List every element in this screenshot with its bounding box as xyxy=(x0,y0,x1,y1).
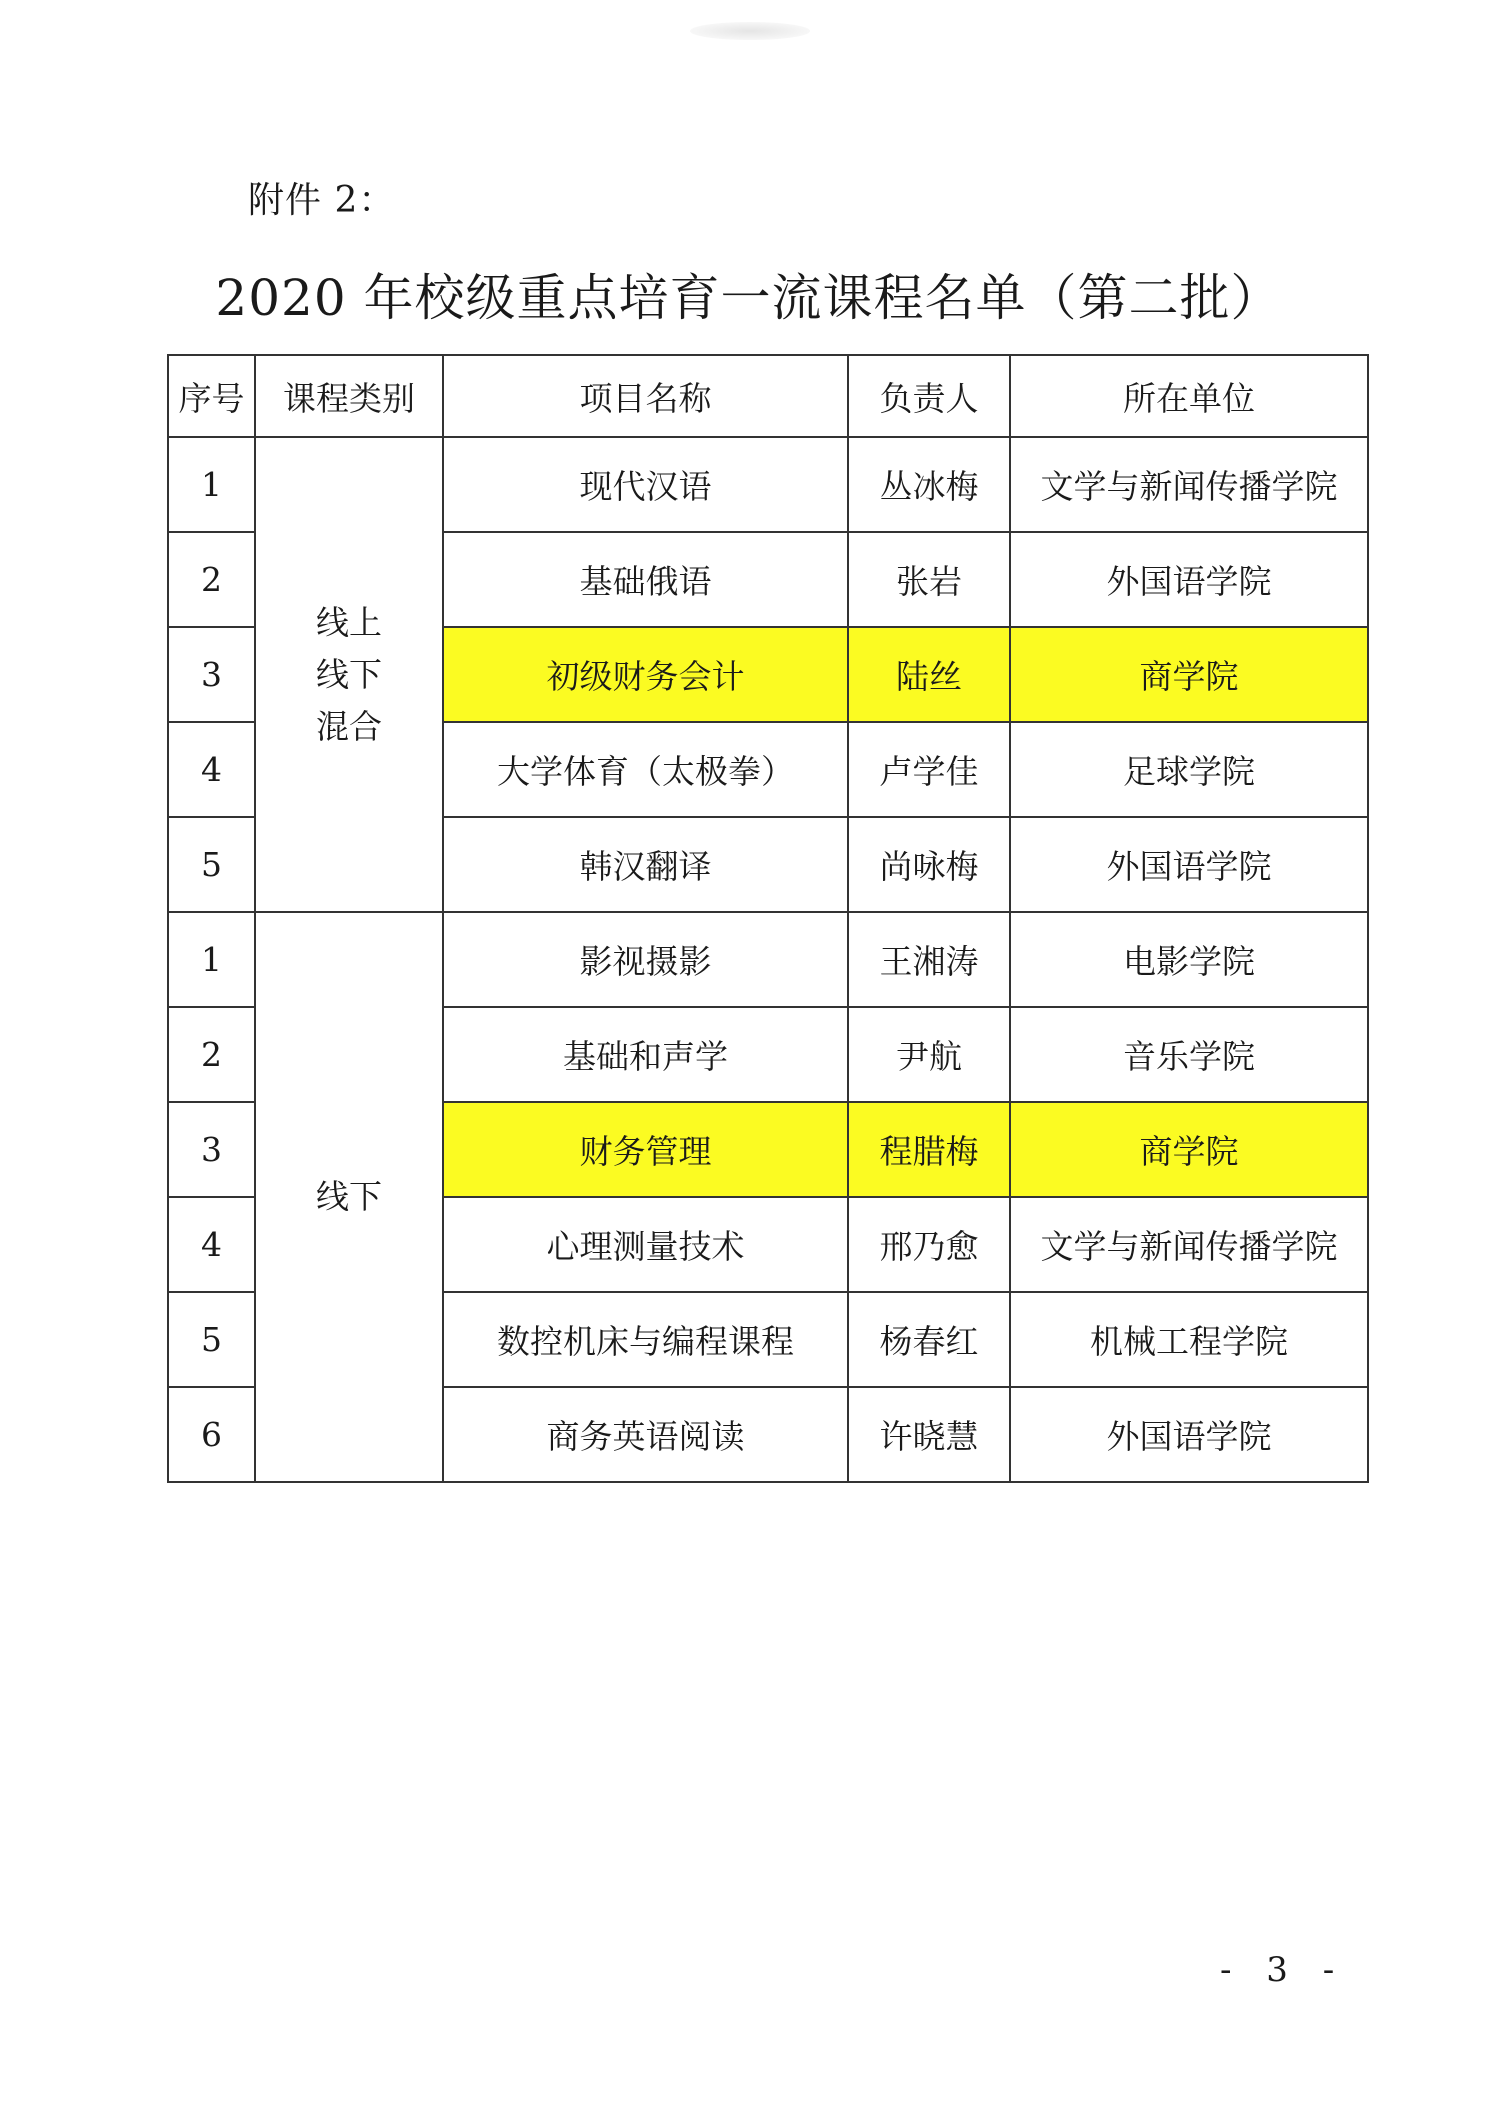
course-name-cell: 基础俄语 xyxy=(443,532,848,627)
course-table xyxy=(167,354,1369,1483)
category-label-line: 线下 xyxy=(316,1177,382,1216)
course-unit-cell: 文学与新闻传播学院 xyxy=(1010,437,1368,532)
course-lead-cell: 许晓慧 xyxy=(848,1387,1010,1482)
row-number-cell: 5 xyxy=(168,1292,255,1387)
course-name-cell: 大学体育（太极拳） xyxy=(443,722,848,817)
course-name-cell: 财务管理 xyxy=(443,1102,848,1197)
course-lead-cell: 丛冰梅 xyxy=(848,437,1010,532)
page-title: 2020 年校级重点培育一流课程名单（第二批） xyxy=(215,269,1282,327)
scan-artifact xyxy=(690,22,810,40)
course-unit-cell: 外国语学院 xyxy=(1010,1387,1368,1482)
course-lead-cell: 杨春红 xyxy=(848,1292,1010,1387)
course-unit-cell: 外国语学院 xyxy=(1010,532,1368,627)
course-lead-cell: 邢乃愈 xyxy=(848,1197,1010,1292)
row-number-cell: 1 xyxy=(168,912,255,1007)
row-number-cell: 1 xyxy=(168,437,255,532)
course-lead-cell: 卢学佳 xyxy=(848,722,1010,817)
row-number-cell: 3 xyxy=(168,1102,255,1197)
table-row xyxy=(168,437,1368,532)
course-name-cell: 数控机床与编程课程 xyxy=(443,1292,848,1387)
course-unit-cell: 音乐学院 xyxy=(1010,1007,1368,1102)
attachment-label: 附件 2： xyxy=(248,180,396,221)
category-label-line: 线上 xyxy=(316,602,382,642)
course-name-cell: 初级财务会计 xyxy=(443,627,848,722)
column-header-lead: 负责人 xyxy=(848,355,1010,437)
course-unit-cell: 足球学院 xyxy=(1010,722,1368,817)
course-name-cell: 影视摄影 xyxy=(443,912,848,1007)
row-number-cell: 2 xyxy=(168,532,255,627)
table-body xyxy=(168,437,1368,1482)
column-header-unit: 所在单位 xyxy=(1010,355,1368,437)
row-number-cell: 5 xyxy=(168,817,255,912)
table-header-row xyxy=(168,355,1368,437)
course-unit-cell: 商学院 xyxy=(1010,627,1368,722)
course-name-cell: 心理测量技术 xyxy=(443,1197,848,1292)
course-lead-cell: 王湘涛 xyxy=(848,912,1010,1007)
column-header-name: 项目名称 xyxy=(443,355,848,437)
row-number-cell: 4 xyxy=(168,722,255,817)
course-lead-cell: 张岩 xyxy=(848,532,1010,627)
course-name-cell: 现代汉语 xyxy=(443,437,848,532)
column-header-category: 课程类别 xyxy=(255,355,443,437)
course-name-cell: 商务英语阅读 xyxy=(443,1387,848,1482)
category-cell xyxy=(255,912,443,1482)
row-number-cell: 6 xyxy=(168,1387,255,1482)
course-unit-cell: 电影学院 xyxy=(1010,912,1368,1007)
course-lead-cell: 尚咏梅 xyxy=(848,817,1010,912)
page-number: - 3 - xyxy=(1220,1950,1347,1990)
course-unit-cell: 商学院 xyxy=(1010,1102,1368,1197)
row-number-cell: 2 xyxy=(168,1007,255,1102)
category-label-line: 线下 xyxy=(316,654,382,694)
course-lead-cell: 尹航 xyxy=(848,1007,1010,1102)
course-unit-cell: 外国语学院 xyxy=(1010,817,1368,912)
course-unit-cell: 文学与新闻传播学院 xyxy=(1010,1197,1368,1292)
category-cell xyxy=(255,437,443,912)
category-label-line: 混合 xyxy=(316,706,382,746)
course-name-cell: 韩汉翻译 xyxy=(443,817,848,912)
course-unit-cell: 机械工程学院 xyxy=(1010,1292,1368,1387)
table-row xyxy=(168,912,1368,1007)
row-number-cell: 3 xyxy=(168,627,255,722)
course-lead-cell: 程腊梅 xyxy=(848,1102,1010,1197)
column-header-no: 序号 xyxy=(168,355,255,437)
course-name-cell: 基础和声学 xyxy=(443,1007,848,1102)
course-lead-cell: 陆丝 xyxy=(848,627,1010,722)
row-number-cell: 4 xyxy=(168,1197,255,1292)
